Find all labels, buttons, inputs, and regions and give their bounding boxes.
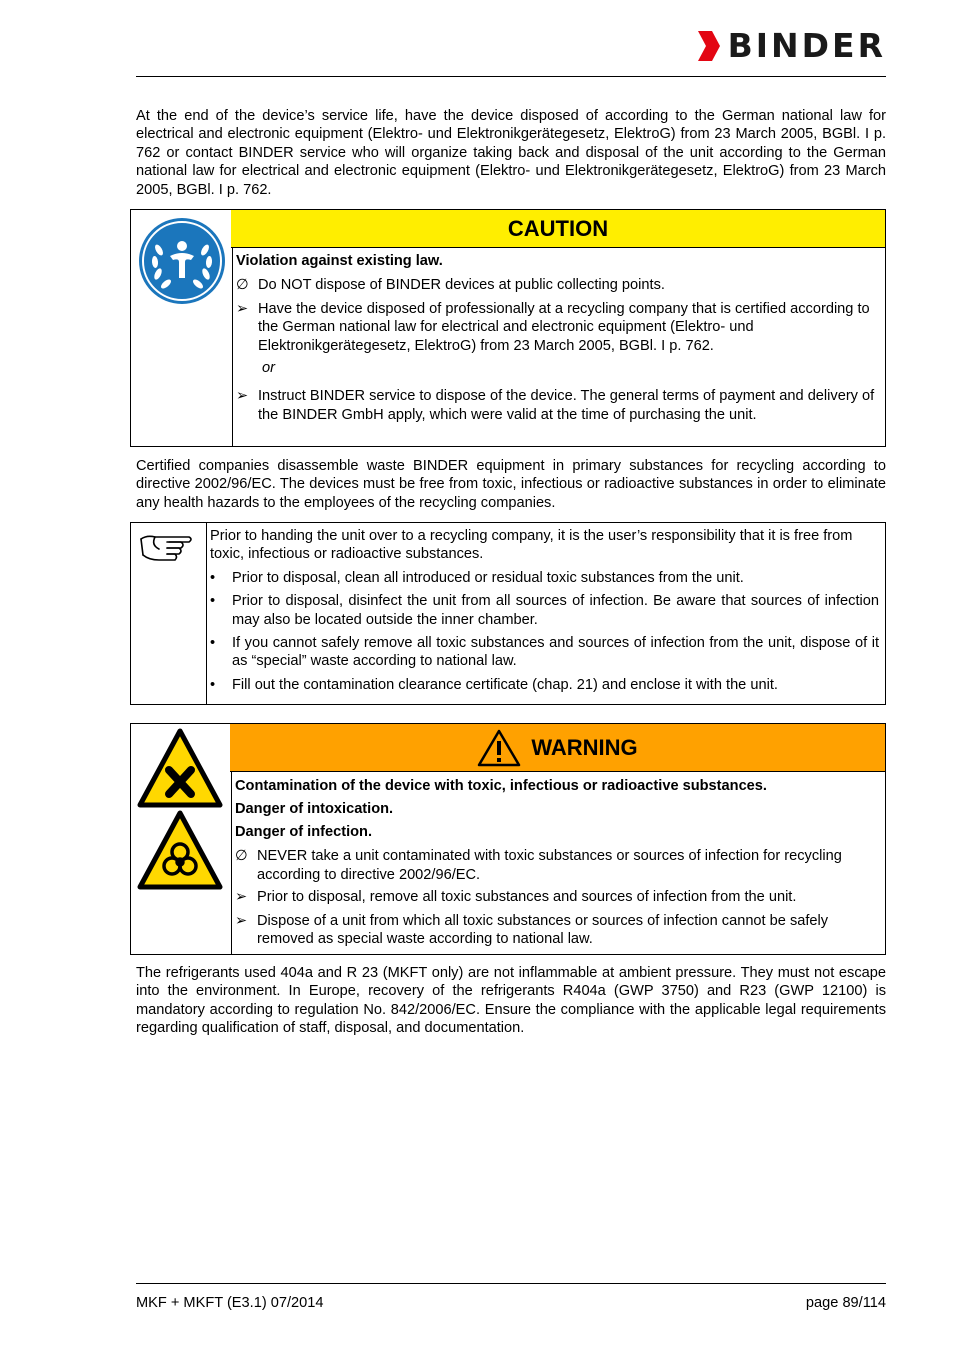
or-separator: or: [262, 360, 275, 377]
header-rule: [136, 76, 886, 77]
prohibit-symbol: ∅: [235, 848, 248, 865]
note-box: [130, 522, 886, 705]
warning-bold-line: Danger of intoxication.: [235, 801, 394, 817]
pointing-hand-icon: [137, 529, 197, 569]
caution-item: ➢ Instruct BINDER service to dispose of the device. The general terms of payment and delivery of the BINDER GmbH apply, which were valid at the time of purchasing the unit.: [236, 388, 875, 423]
footer-document-id: MKF + MKFT (E3.1) 07/2014: [136, 1295, 324, 1311]
footer-rule: [136, 1283, 886, 1284]
eco-label-icon: [137, 216, 227, 306]
warning-triangle-icon: [477, 729, 521, 767]
prohibit-symbol: ∅: [236, 277, 249, 294]
caution-icon-column: [131, 210, 233, 446]
bullet-symbol: •: [210, 676, 216, 693]
warning-header: [230, 724, 885, 772]
intro-paragraph: At the end of the device’s service life, have the device disposed of according to the German national law for electrical and electronic equipment (Elektro- und Elektronikgerätegesetz, ElektroG) from 23 March 2005, BGBl. I p. 762 or contact BINDER service who will organize taking back and disposal of the unit according to the German national law for electrical and electronic equipment (Elektro- und Elektronikgerätegesetz, ElektroG) from 23 March 2005, BGBl. I p. 762.: [136, 108, 886, 198]
caution-item: ∅ Do NOT dispose of BINDER devices at public collecting points.: [236, 277, 665, 294]
note-bullet: • Prior to disposal, disinfect the unit from all sources of infection. Be aware that sources of infection may also be located outside the inner chamber.: [210, 593, 879, 628]
warning-bold-line: Danger of infection.: [235, 824, 373, 840]
arrow-symbol: ➢: [235, 889, 248, 906]
bullet-symbol: •: [210, 593, 216, 610]
warning-bold-line: Contamination of the device with toxic, infectious or radioactive substances.: [235, 778, 767, 794]
note-bullet: • If you cannot safely remove all toxic substances and sources of infection from the unit, dispose of it as “special” waste according to national law.: [210, 635, 879, 670]
warning-item: ➢ Dispose of a unit from which all toxic substances or sources of infection cannot be safely removed as special waste according to national law.: [235, 912, 829, 948]
note-bullet: • Fill out the contamination clearance certificate (chap. 21) and enclose it with the unit.: [210, 676, 778, 693]
note-bullet: • Prior to disposal, clean all introduced or residual toxic substances from the unit.: [210, 569, 744, 586]
note-icon-column: [131, 523, 207, 704]
warning-item: ∅ NEVER take a unit contaminated with toxic substances or sources of infection for recycling according to directive 2002/96/EC.: [235, 848, 842, 883]
warning-item: ➢ Prior to disposal, remove all toxic substances and sources of infection from the unit.: [235, 889, 797, 906]
warning-title: WARNING: [531, 734, 638, 760]
arrow-symbol: ➢: [236, 300, 249, 317]
warning-content: [230, 724, 885, 954]
binder-logo: [698, 28, 886, 64]
warning-icon-column: [131, 724, 232, 954]
note-content: [205, 523, 885, 704]
note-intro: Prior to handing the unit over to a recycling company, it is the user’s responsibility that it is free from toxic, infectious or radioactive substances.: [210, 528, 853, 563]
bullet-symbol: •: [210, 635, 216, 652]
bullet-symbol: •: [210, 569, 216, 586]
logo-chevron-icon: [698, 31, 720, 61]
toxic-hazard-icon: [137, 728, 223, 808]
biohazard-icon: [137, 810, 223, 890]
footer-page-number: page 89/114: [805, 1295, 886, 1311]
warning-box: [130, 723, 886, 955]
caution-subtitle: Violation against existing law.: [236, 253, 443, 269]
caution-item: ➢ Have the device disposed of professionally at a recycling company that is certified according to the German national law for electrical and electronic equipment (Elektro- und Elektronikgerätegesetz, ElektroG) from 23 March 2005, BGBl. I p. 762.: [236, 300, 870, 354]
caution-box: [130, 209, 886, 447]
arrow-symbol: ➢: [235, 912, 248, 929]
caution-header: CAUTION: [231, 210, 885, 248]
certified-paragraph: Certified companies disassemble waste BINDER equipment in primary substances for recycling according to directive 2002/96/EC. The devices must be free from toxic, infectious or radioactive substances in order to eliminate any health hazards to the employees of the recycling companies.: [136, 458, 886, 511]
caution-content: [231, 210, 885, 446]
brand-name: BINDER: [727, 26, 886, 65]
arrow-symbol: ➢: [236, 388, 249, 405]
refrigerant-paragraph: The refrigerants used 404a and R 23 (MKFT only) are not inflammable at ambient pressure. They must not escape into the environment. In Europe, recovery of the refrigerants R404a (GWP 3750) and R23 (GWP 12100) is mandatory according to regulation No. 842/2006/EC. Ensure the compliance with the applicable legal requirements regarding qualification of staff, disposal, and documentation.: [136, 965, 886, 1037]
